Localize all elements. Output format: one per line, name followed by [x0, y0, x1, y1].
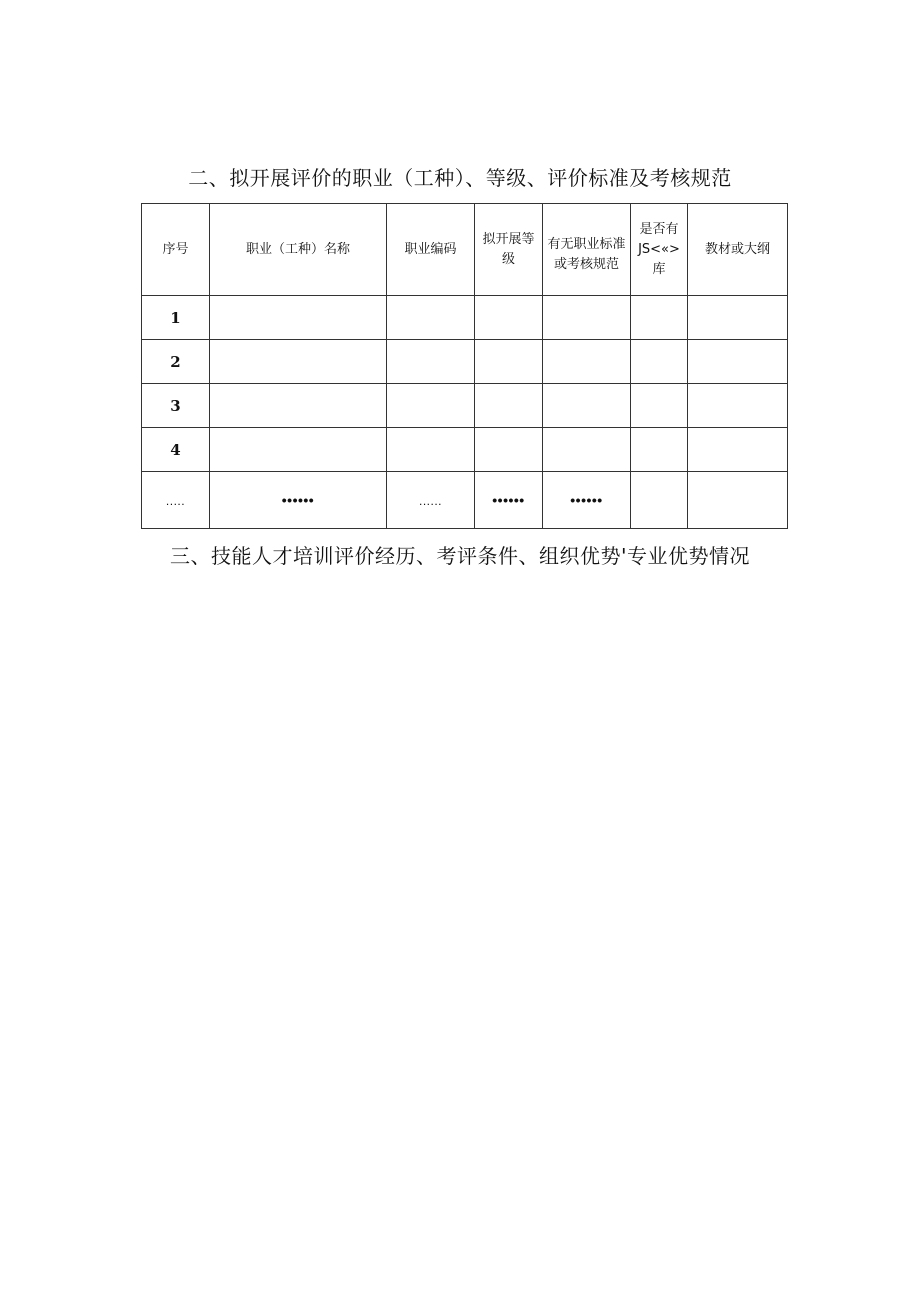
table-cell [688, 296, 788, 340]
table-cell [475, 472, 543, 529]
column-header-occupation-code: 职业编码 [387, 204, 475, 296]
table-cell [387, 472, 475, 529]
table-header-row [142, 204, 788, 296]
column-header-occupation-name: 职业（工种）名称 [210, 204, 387, 296]
table-cell [475, 428, 543, 472]
table-cell: 4 [142, 428, 210, 472]
ellipsis-text: •••••• [492, 492, 525, 508]
column-header-planned-level: 拟开展等级 [475, 204, 543, 296]
column-header-index: 序号 [142, 204, 210, 296]
table-cell [631, 296, 688, 340]
table-cell [210, 384, 387, 428]
table-cell [688, 472, 788, 529]
table-cell [210, 296, 387, 340]
table-cell [543, 340, 631, 384]
table-row [142, 472, 788, 529]
table-cell [688, 428, 788, 472]
table-cell: 3 [142, 384, 210, 428]
table-cell [543, 428, 631, 472]
ellipsis-text: ..... [165, 494, 186, 508]
table-cell [543, 384, 631, 428]
table-cell [210, 428, 387, 472]
table-row [142, 384, 788, 428]
table-cell [631, 384, 688, 428]
table-cell [387, 384, 475, 428]
table-row [142, 296, 788, 340]
table-cell [387, 296, 475, 340]
table-cell [543, 296, 631, 340]
table-cell [631, 428, 688, 472]
ellipsis-text: ...... [418, 494, 442, 508]
table-cell [210, 472, 387, 529]
table-cell: 1 [142, 296, 210, 340]
ellipsis-text: •••••• [570, 492, 603, 508]
table-cell [387, 340, 475, 384]
column-header-textbook: 教材或大纲 [688, 204, 788, 296]
occupation-table [141, 203, 788, 529]
table-cell [688, 340, 788, 384]
column-header-standard: 有无职业标准或考核规范 [543, 204, 631, 296]
table-cell [631, 340, 688, 384]
table-row [142, 428, 788, 472]
table-cell [543, 472, 631, 529]
table-cell [475, 384, 543, 428]
column-header-question-bank: 是否有JS<«>库 [631, 204, 688, 296]
table-cell [475, 296, 543, 340]
table-cell [475, 340, 543, 384]
table-cell [688, 384, 788, 428]
table-row [142, 340, 788, 384]
table-cell [210, 340, 387, 384]
table-cell [631, 472, 688, 529]
table-cell [142, 472, 210, 529]
table-cell [387, 428, 475, 472]
table-cell: 2 [142, 340, 210, 384]
section-heading-3: 三、技能人才培训评价经历、考评条件、组织优势'专业优势情况 [170, 544, 750, 568]
section-heading-2: 二、拟开展评价的职业（工种）、等级、评价标准及考核规范 [188, 166, 732, 190]
ellipsis-text: •••••• [281, 492, 315, 508]
